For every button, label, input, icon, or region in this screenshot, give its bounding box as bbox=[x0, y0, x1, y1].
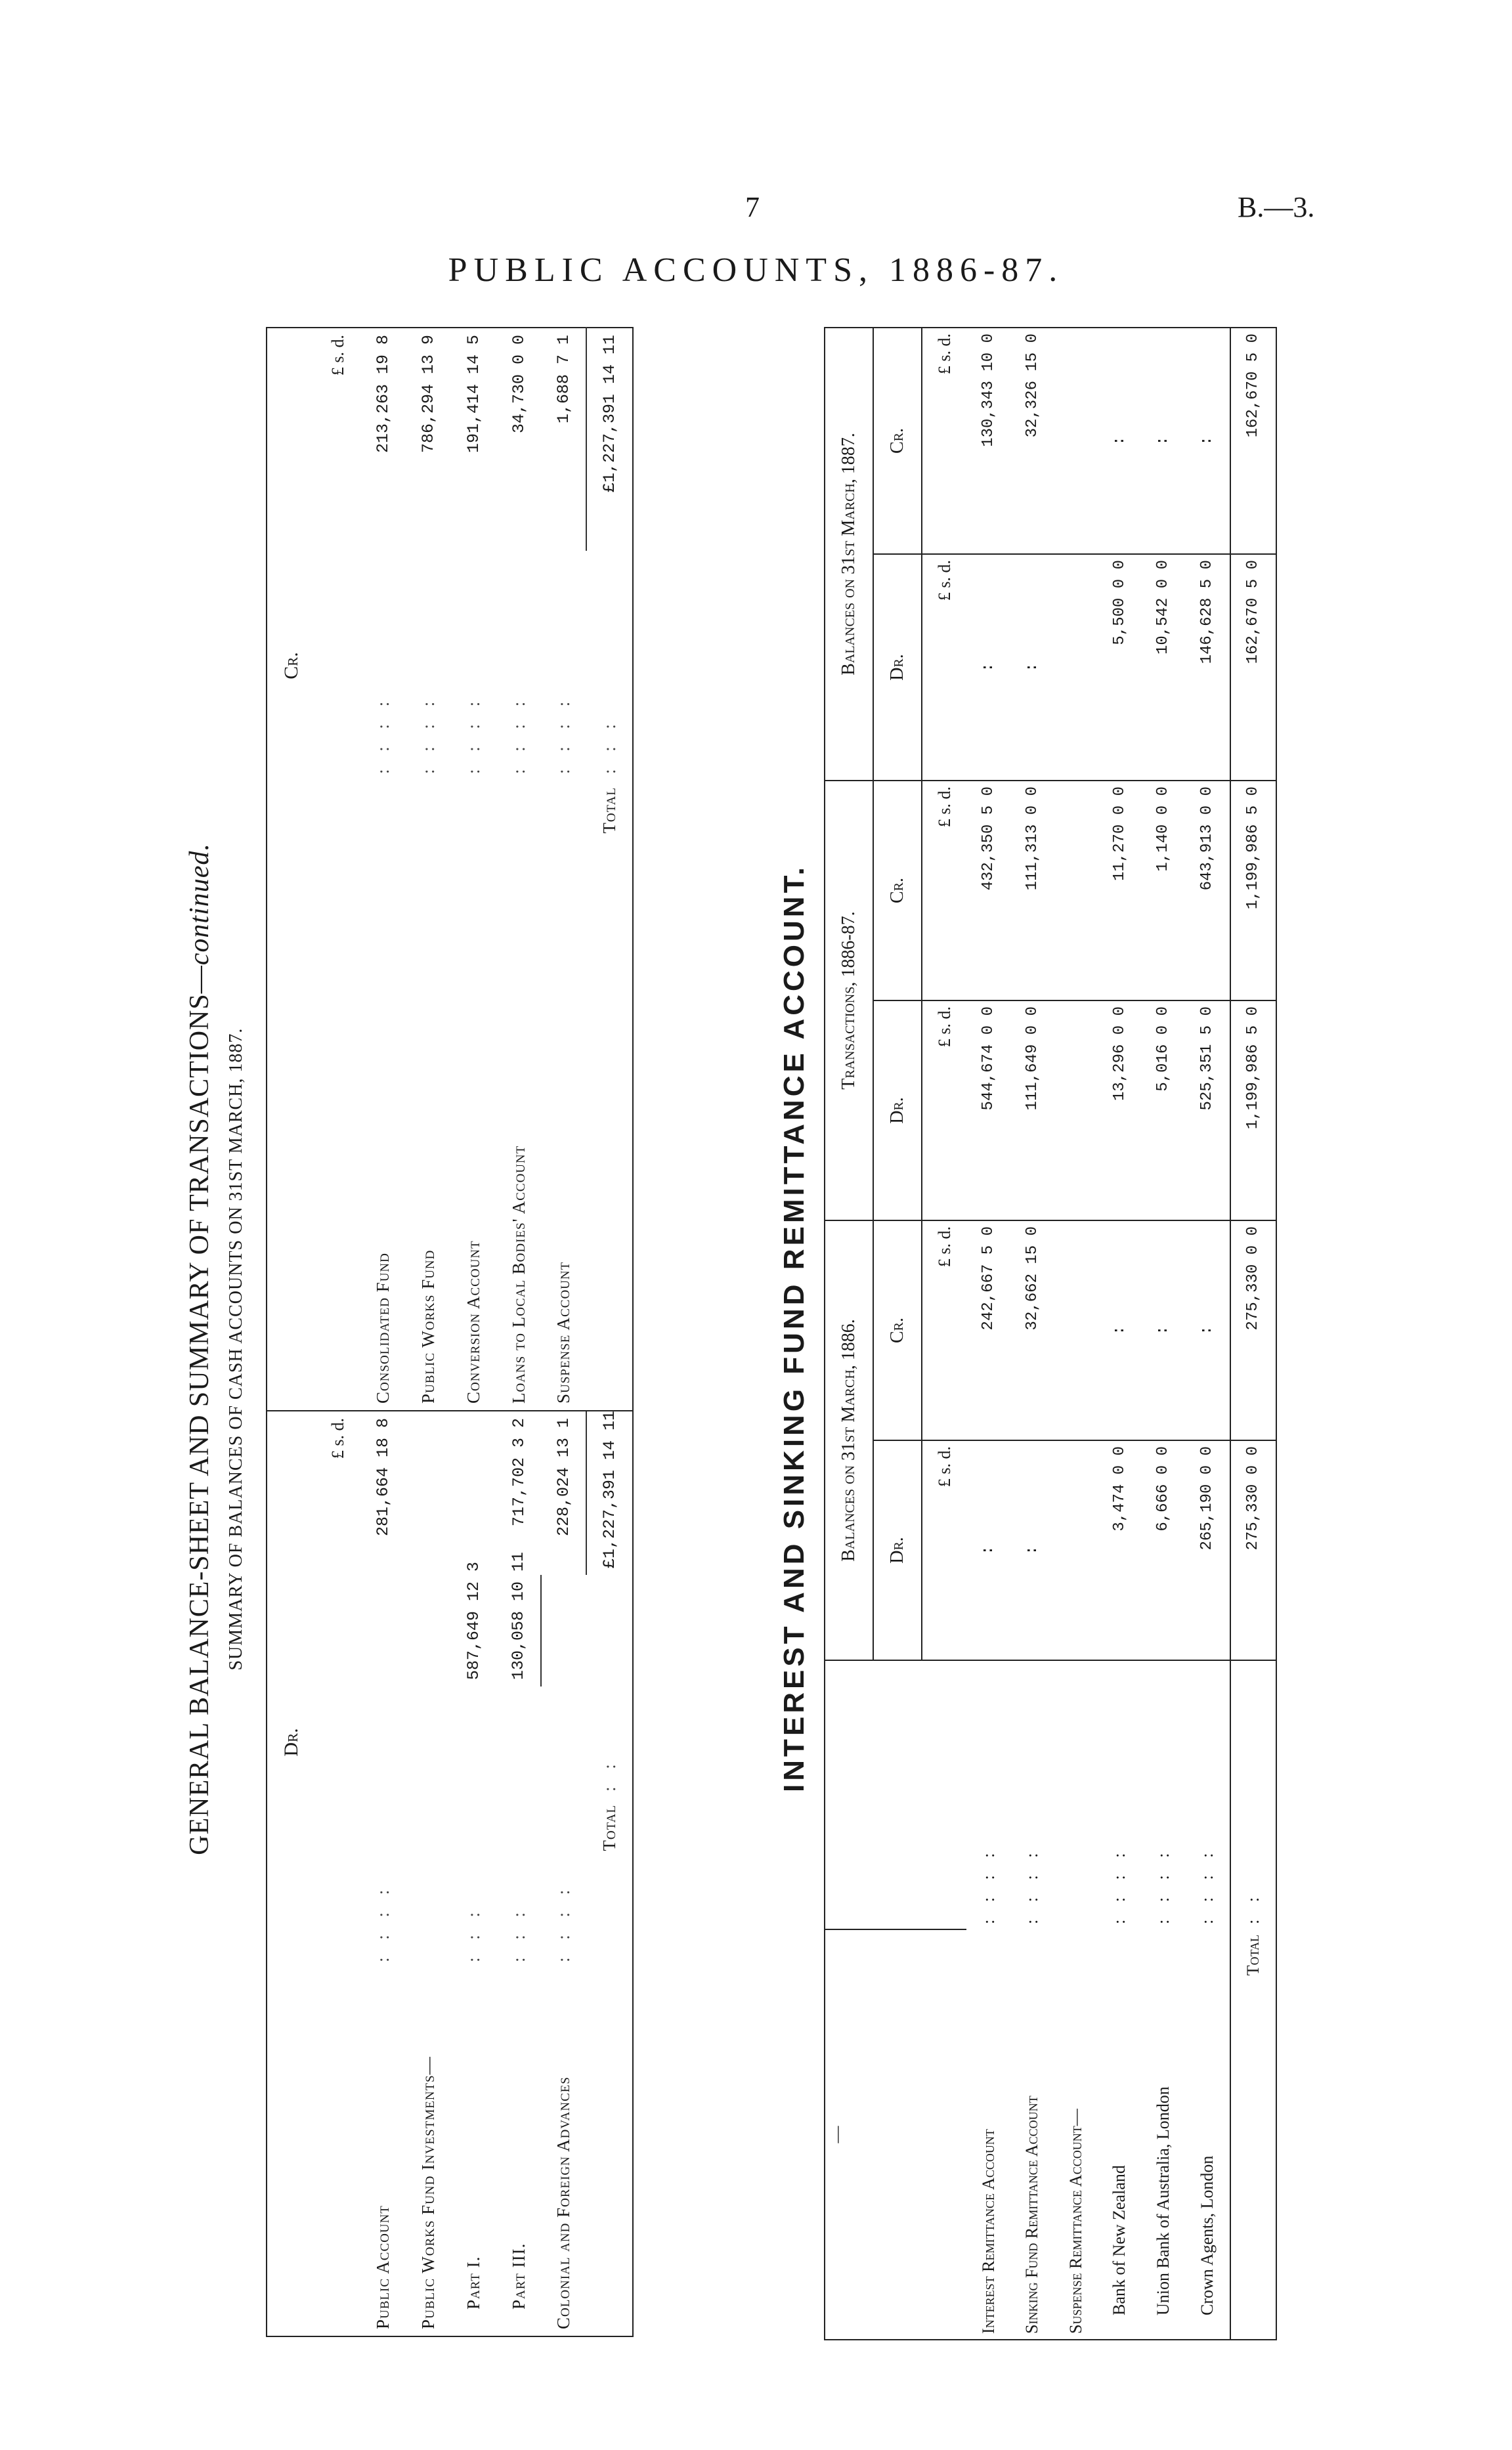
dr-currency: £ s. d. bbox=[316, 1411, 360, 1575]
cell-value: 265,190 0 0 bbox=[1185, 1440, 1230, 1660]
cell-value: : bbox=[1154, 436, 1173, 446]
group-header: Transactions, 1886-87. bbox=[825, 781, 873, 1220]
row-label: Suspense Remittance Account— bbox=[1066, 2109, 1085, 2334]
row-label: Loans to Local Bodies' Account bbox=[508, 1145, 529, 1404]
cr-currency: £ s. d. bbox=[328, 335, 348, 376]
currency-unit: £ s. d. bbox=[922, 1220, 966, 1440]
cell-value: 242,667 5 0 bbox=[966, 1220, 1010, 1440]
cell-value: 111,649 0 0 bbox=[1010, 1000, 1054, 1220]
cell-value: : bbox=[1185, 1220, 1230, 1440]
row-label: Public Works Fund bbox=[418, 1249, 438, 1404]
table-row: Union Bank of Australia, London : : : : 6,666 0 0 : 5,016 0 0 1,140 0 0 10,542 0 0 : bbox=[1142, 328, 1186, 2340]
cell-value: : bbox=[1098, 1220, 1142, 1440]
currency-unit: £ s. d. bbox=[922, 781, 966, 1000]
dr-heading: Dr. bbox=[280, 1728, 303, 1757]
amount: 587,649 12 3 bbox=[464, 1561, 483, 1680]
cell-value: 643,913 0 0 bbox=[1185, 781, 1230, 1000]
remittance-title: INTEREST AND SINKING FUND REMITTANCE ACCOUNT. bbox=[778, 864, 810, 1792]
cell-value: 1,140 0 0 bbox=[1142, 781, 1186, 1000]
row-label: Sinking Fund Remittance Account bbox=[1022, 2095, 1042, 2334]
cell-value: 13,296 0 0 bbox=[1098, 1000, 1142, 1220]
amount: 228,024 13 1 bbox=[541, 1411, 586, 1575]
cell-value: 5,500 0 0 bbox=[1098, 554, 1142, 781]
table-row: Bank of New Zealand : : : : 3,474 0 0 : 13,296 0 0 11,270 0 0 5,500 0 0 : bbox=[1098, 328, 1142, 2340]
total-row: Total : : 275,330 0 0 275,330 0 0 1,199,986 5 0 1,199,986 5 0 162,670 5 0 162,670 5 0 bbox=[1230, 328, 1276, 2340]
cell-value: 11,270 0 0 bbox=[1098, 781, 1142, 1000]
cell-value bbox=[1054, 781, 1098, 1000]
row-label: Conversion Account bbox=[463, 1240, 483, 1404]
cell-value: : bbox=[966, 554, 1010, 781]
cell-value bbox=[1054, 554, 1098, 781]
total-value: 162,670 5 0 bbox=[1230, 328, 1276, 554]
cell-value: 432,350 5 0 bbox=[966, 781, 1010, 1000]
amount: 281,664 18 8 bbox=[360, 1411, 406, 1575]
cell-value: 111,313 0 0 bbox=[1010, 781, 1054, 1000]
col-header: Cr. bbox=[873, 1220, 922, 1440]
page-number: 7 bbox=[745, 191, 760, 223]
currency-unit: £ s. d. bbox=[922, 1000, 966, 1220]
balance-sheet-title: GENERAL BALANCE-SHEET AND SUMMARY OF TRANSACTIONS—continued. bbox=[184, 843, 215, 1855]
cell-value: 6,666 0 0 bbox=[1142, 1440, 1186, 1660]
cell-value: 10,542 0 0 bbox=[1142, 554, 1186, 781]
cell-value: 32,662 15 0 bbox=[1010, 1220, 1054, 1440]
row-label: Part III. bbox=[508, 2243, 529, 2310]
row-label: Part I. bbox=[463, 2256, 483, 2310]
total-value: 275,330 0 0 bbox=[1230, 1220, 1276, 1440]
cell-value: : bbox=[1010, 1440, 1054, 1660]
cell-value: 5,016 0 0 bbox=[1142, 1000, 1186, 1220]
cell-value bbox=[1054, 328, 1098, 554]
currency-unit: £ s. d. bbox=[934, 333, 954, 375]
cr-heading: Cr. bbox=[280, 652, 303, 679]
cell-value: 146,628 5 0 bbox=[1185, 554, 1230, 781]
amount: 717,702 3 2 bbox=[496, 1411, 542, 1575]
total-label: Total bbox=[1230, 1929, 1276, 2340]
row-label: Consolidated Fund bbox=[372, 1253, 393, 1404]
balance-summary-table bbox=[266, 328, 634, 2337]
total-label: Total bbox=[599, 787, 619, 834]
currency-unit: £ s. d. bbox=[922, 554, 966, 781]
total-amount: £1,227,391 14 11 bbox=[586, 328, 633, 551]
row-label: Crown Agents, London bbox=[1197, 2155, 1217, 2315]
cell-value bbox=[1054, 1000, 1098, 1220]
total-value: 275,330 0 0 bbox=[1230, 1440, 1276, 1660]
balance-sheet-subtitle: SUMMARY OF BALANCES OF CASH ACCOUNTS ON 31ST MARCH, 1887. bbox=[226, 1027, 246, 1671]
amount: 130,058 10 11 bbox=[496, 1575, 542, 1687]
currency-row bbox=[316, 328, 360, 2336]
col-header: Dr. bbox=[873, 1440, 922, 1660]
row-label: Bank of New Zealand bbox=[1110, 2165, 1129, 2315]
amount: 786,294 13 9 bbox=[418, 335, 438, 454]
table-row bbox=[1054, 328, 1098, 2340]
col-header: Cr. bbox=[873, 781, 922, 1000]
amount: 34,730 0 0 bbox=[509, 335, 529, 434]
total-label: Total bbox=[599, 1805, 619, 1851]
cell-value: 130,343 10 0 bbox=[980, 333, 998, 447]
table-row: Part III. : : : 130,058 10 11 717,702 3 2 Loans to Local Bodies' Account : : : : 34,730 0 0 bbox=[496, 328, 542, 2336]
cell-value: : bbox=[1198, 436, 1217, 446]
table-row: Part I. : : : 587,649 12 3 Conversion Account : : : : 191,414 14 5 bbox=[451, 328, 496, 2336]
currency-unit: £ s. d. bbox=[922, 1440, 966, 1660]
row-label: Union Bank of Australia, London bbox=[1153, 2086, 1173, 2315]
group-header: Balances on 31st March, 1887. bbox=[825, 328, 873, 781]
cell-value: 3,474 0 0 bbox=[1098, 1440, 1142, 1660]
cell-value bbox=[1054, 1440, 1098, 1660]
cell-value: : bbox=[966, 1440, 1010, 1660]
amount: 213,263 19 8 bbox=[373, 335, 393, 454]
col-header: Cr. bbox=[873, 328, 922, 554]
document-reference: B.—3. bbox=[1238, 191, 1315, 223]
col-header: Dr. bbox=[873, 554, 922, 781]
table-row: Sinking Fund Remittance Account : : : : : 32,662 15 0 111,649 0 0 111,313 0 0 : 32,326 15 0 bbox=[1010, 328, 1054, 2340]
total-row: Total : : £1,227,391 14 11 Total : : : £1,227,391 14 11 bbox=[586, 328, 633, 2336]
total-value: 162,670 5 0 bbox=[1230, 554, 1276, 781]
group-header: Balances on 31st March, 1886. bbox=[825, 1220, 873, 1660]
cell-value: 544,674 0 0 bbox=[966, 1000, 1010, 1220]
cell-value: 32,326 15 0 bbox=[1023, 333, 1041, 438]
col-header: Dr. bbox=[873, 1000, 922, 1220]
row-label: Colonial and Foreign Advances bbox=[553, 2076, 574, 2329]
cell-value: : bbox=[1110, 436, 1129, 446]
row-label: Public Account bbox=[372, 2205, 393, 2329]
group-header-row: — Balances on 31st March, 1886. Transactions, 1886-87. Balances on 31st March, 1887. bbox=[825, 328, 873, 2340]
table-row: Interest Remittance Account : : : : : 242,667 5 0 544,674 0 0 432,350 5 0 : 130,343 10 0 bbox=[966, 328, 1010, 2340]
total-value: 1,199,986 5 0 bbox=[1230, 781, 1276, 1000]
balance-sheet-heading bbox=[184, 837, 247, 1861]
page-title: PUBLIC ACCOUNTS, 1886-87. bbox=[448, 251, 1064, 289]
cell-value: 525,351 5 0 bbox=[1185, 1000, 1230, 1220]
amount: 1,688 7 1 bbox=[553, 335, 573, 424]
cell-value bbox=[1054, 1220, 1098, 1440]
cell-value: : bbox=[1010, 554, 1054, 781]
table-row: Public Works Fund Investments— Public Works Fund : : : : 786,294 13 9 bbox=[406, 328, 451, 2336]
cell-value: : bbox=[1142, 1220, 1186, 1440]
remittance-table bbox=[824, 328, 1277, 2340]
row-label: Public Works Fund Investments— bbox=[418, 2056, 438, 2329]
row-label: Suspense Account bbox=[553, 1261, 574, 1404]
amount: 191,414 14 5 bbox=[464, 335, 483, 454]
total-value: 1,199,986 5 0 bbox=[1230, 1000, 1276, 1220]
header-row bbox=[267, 328, 316, 2336]
row-label: Interest Remittance Account bbox=[978, 2129, 998, 2334]
total-amount: £1,227,391 14 11 bbox=[586, 1411, 633, 1575]
table-row: Crown Agents, London : : : : 265,190 0 0 : 525,351 5 0 643,913 0 0 146,628 5 0 : bbox=[1185, 328, 1230, 2340]
table-row: Colonial and Foreign Advances : : : : 228,024 13 1 Suspense Account : : : : 1,688 7 1 bbox=[541, 328, 586, 2336]
table-row: Public Account : : : : 281,664 18 8 Consolidated Fund : : : : 213,263 19 8 bbox=[360, 328, 406, 2336]
